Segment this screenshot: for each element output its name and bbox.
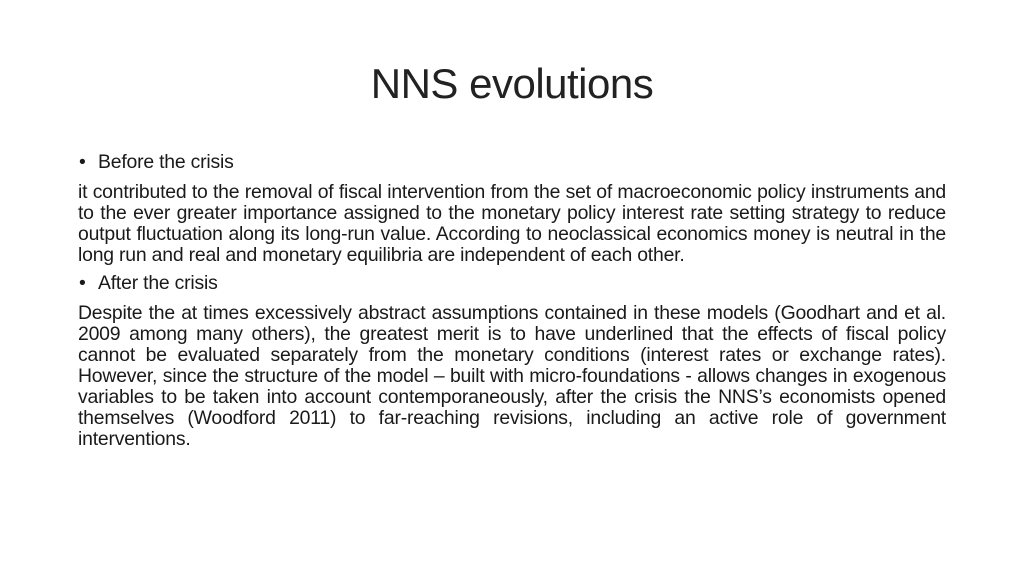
bullet-item-before-crisis [79, 152, 946, 173]
paragraph-after-crisis: Despite the at times excessively abstract assumptions contained in these models (Goodhart and et al. 2009 among many others), the greatest merit is to have underlined that the effects of fiscal policy cannot be evaluated separately from the monetary conditions (interest rates or exchange rates). However, since the structure of the model – built with micro-foundations - allows changes in exogenous variables to be taken into account contemporaneously, after the crisis the NNS’s economists opened themselves (Woodford 2011) to far-reaching revisions, including an active role of government interventions. [78, 302, 946, 450]
paragraph-before-crisis: it contributed to the removal of fiscal intervention from the set of macroeconomic policy instruments and to the ever greater importance assigned to the monetary policy interest rate setting strategy to reduce output fluctuation along its long-run value. According to neoclassical economics money is neutral in the long run and real and monetary equilibria are independent of each other. [78, 181, 946, 266]
bullet-heading: Before the crisis [98, 151, 234, 173]
slide-body [78, 152, 946, 450]
bullet-heading: After the crisis [98, 272, 218, 294]
bullet-icon: • [79, 151, 86, 173]
bullet-item-after-crisis [79, 273, 946, 294]
slide-title: NNS evolutions [370, 60, 654, 107]
bullet-icon: • [79, 272, 86, 294]
